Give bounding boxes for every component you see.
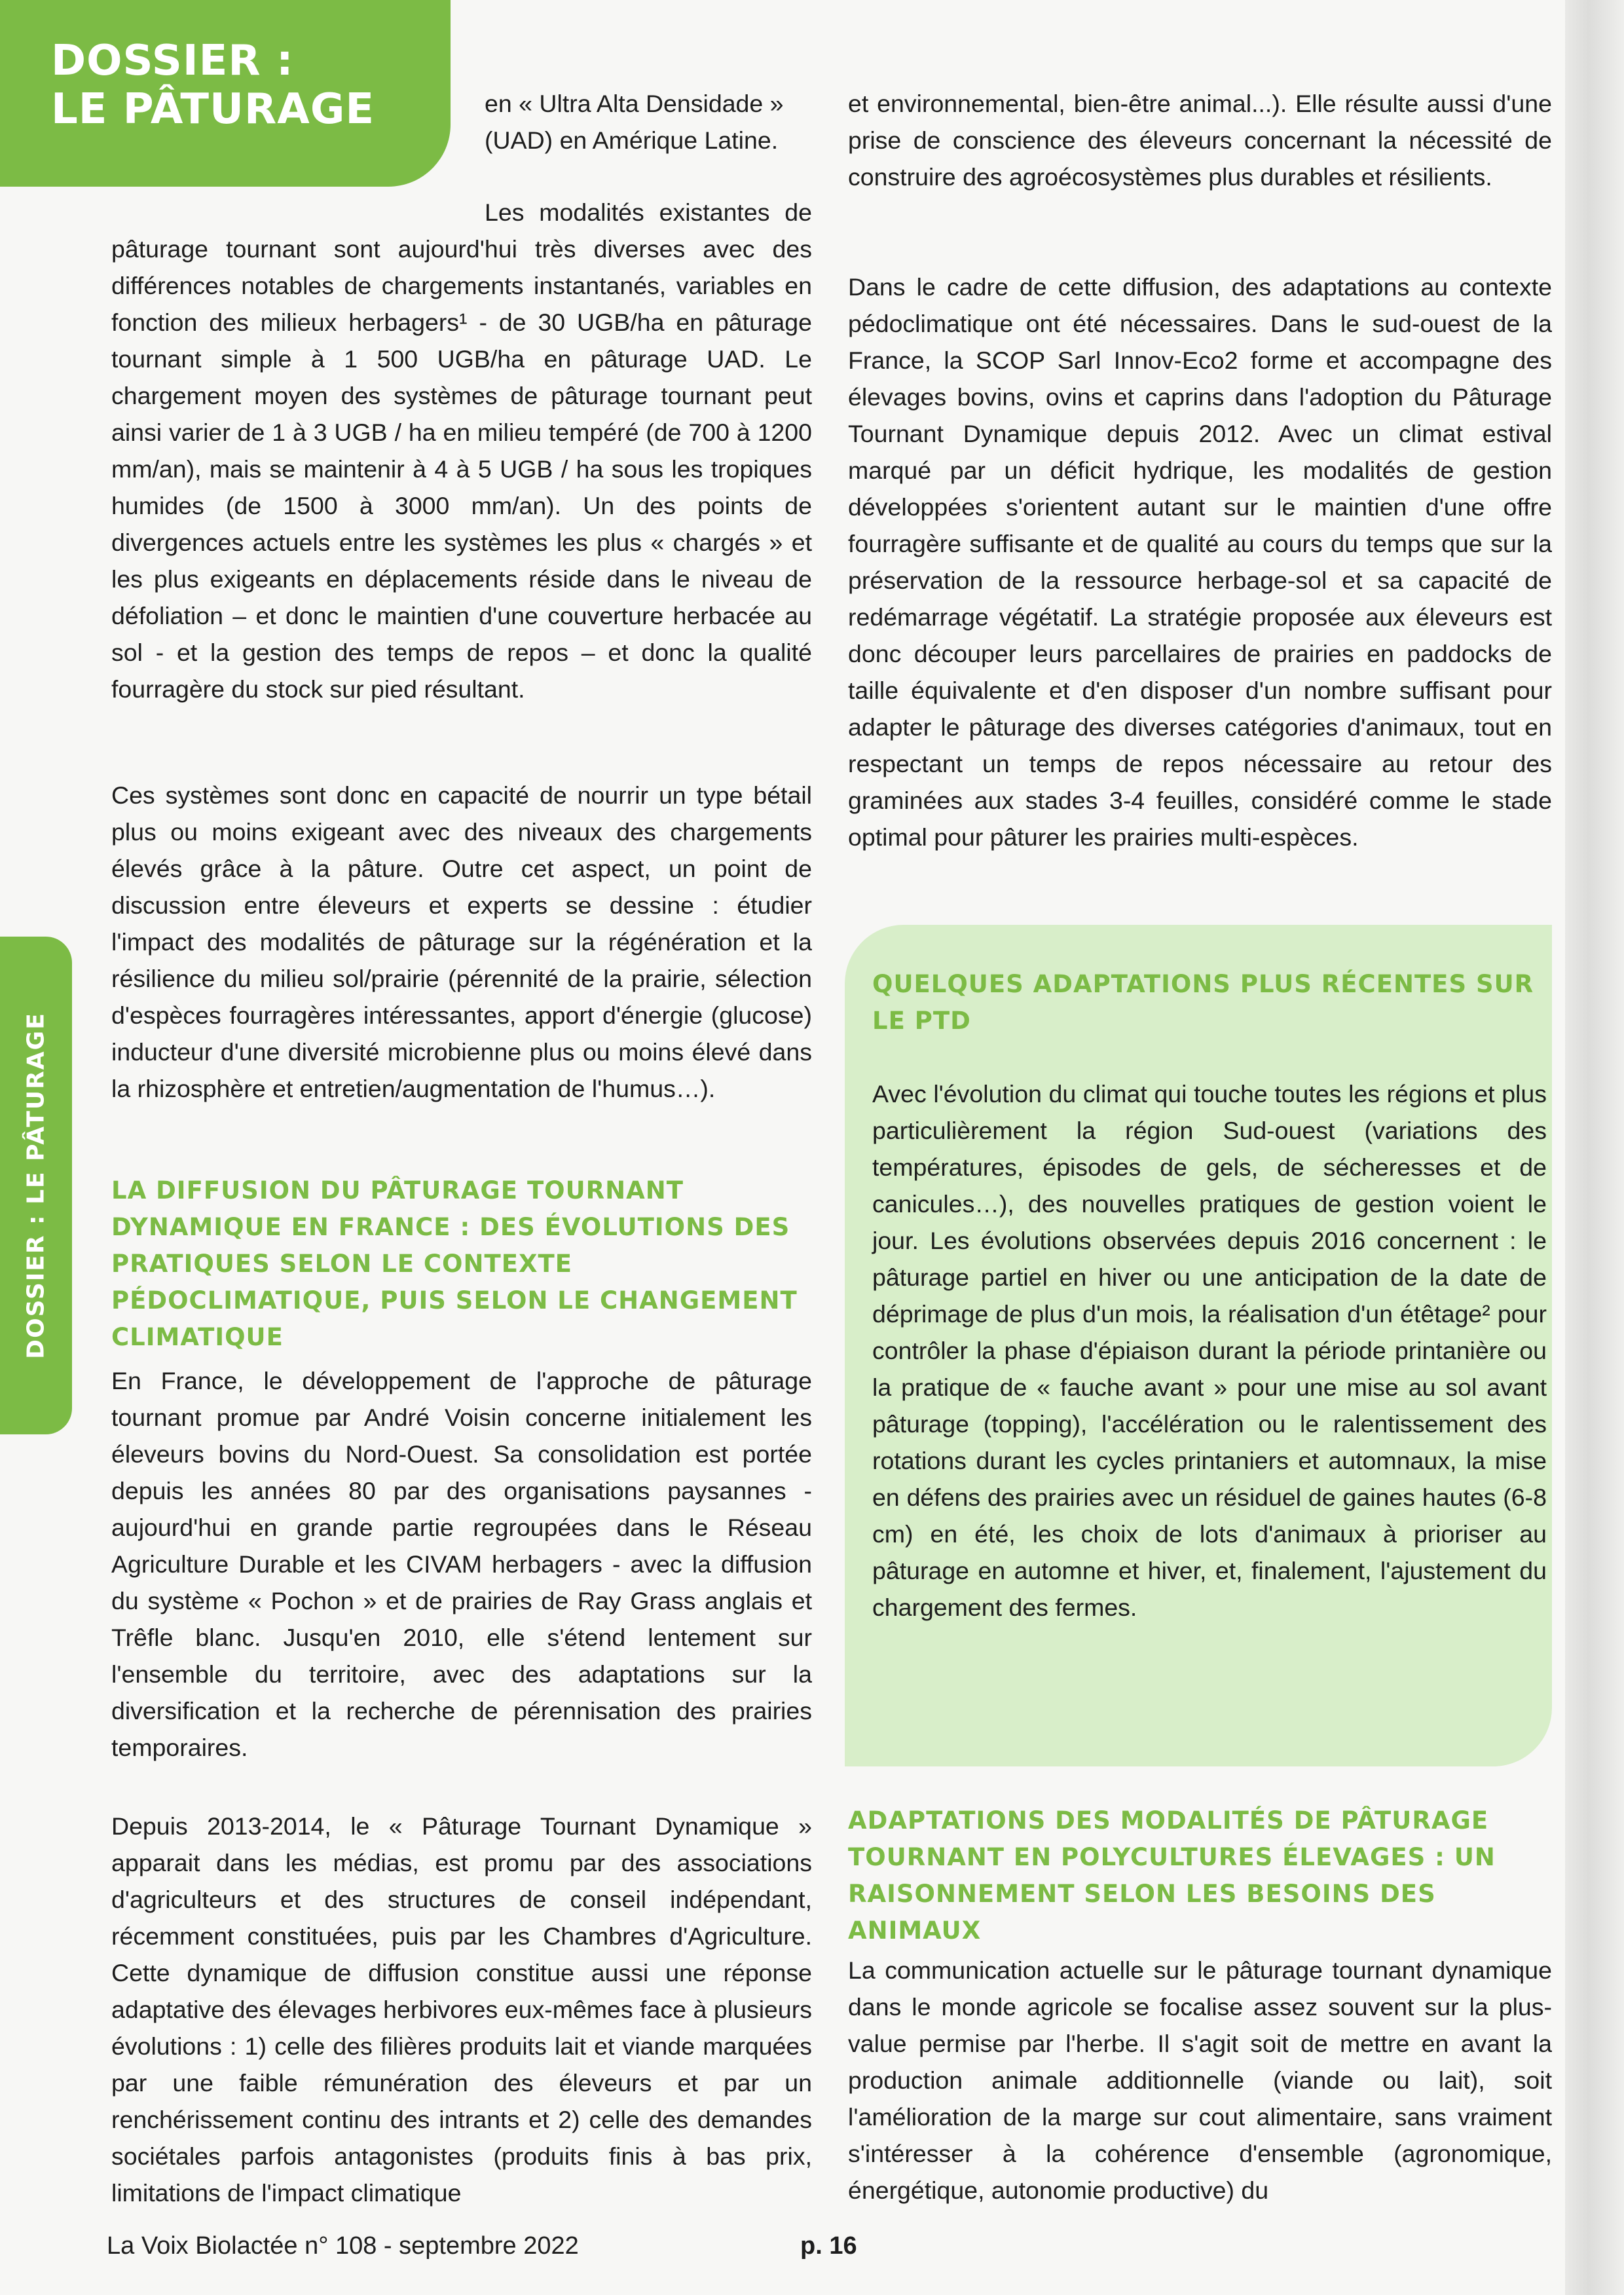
- dossier-header-box: [0, 0, 451, 187]
- paragraph-modalites: Les modalités existantes de pâturage tournant sont aujourd'hui très diverses avec des différences notables de chargements instantanés, variables en fonction des milieux herbagers¹ - de 30 UGB/ha en pâturage tournant simple à 1 500 UGB/ha en pâturage UAD. Le chargement moyen des systèmes de pâturage tournant peut ainsi varier de 1 à 3 UGB / ha en milieu tempéré (de 700 à 1200 mm/an), mais se maintenir à 4 à 5 UGB / ha sous les tropiques humides (de 1500 à 3000 mm/an). Un des points de divergences actuels entre les systèmes les plus « chargés » et les plus exigeants en déplacements réside dans le niveau de défoliation – et donc le maintien d'une couverture herbacée au sol - et la gestion des temps de repos – et donc la qualité fourragère du stock sur pied résultant.: [111, 198, 812, 703]
- page-spine-shadow: [1565, 0, 1624, 2295]
- footer-publication: La Voix Biolactée n° 108 - septembre 2022: [107, 2232, 579, 2260]
- dossier-title: [51, 37, 431, 134]
- paragraph-depuis-2013: Depuis 2013-2014, le « Pâturage Tournant Dynamique » apparait dans les médias, est promu par des associations d'agriculteurs et des structures de conseil indépendant, récemment constituées, puis par les Chambres d'Agriculture. Cette dynamique de diffusion constitue aussi une réponse adaptative des élevages herbivores eux-mêmes face à plusieurs évolutions : 1) celle des filières produits lait et viande marquées par une faible rémunération des éleveurs et par un renchérissement continu des intrants et 2) celle des demandes sociétales parfois antagonistes (produits finis à bas prix, limitations de l'impact climatique: [111, 1812, 812, 2207]
- side-section-tab: [0, 937, 72, 1434]
- paragraph-cadre-diffusion: Dans le cadre de cette diffusion, des adaptations au contexte pédoclimatique ont été nécessaires. Dans le sud-ouest de la France, la SCOP Sarl Innov-Eco2 forme et accompagne des élevages bovins, ovins et caprins dans l'adoption du Pâturage Tournant Dynamique depuis 2012. Avec un climat estival marqué par un déficit hydrique, les modalités de gestion développées s'orientent autant sur le maintien d'une offre fourragère suffisante et de qualité au cours du temps que sur la préservation de la ressource herbage-sol et sa capacité de redémarrage végétatif. La stratégie proposée aux éleveurs est donc découper leurs parcellaires de prairies en paddocks de taille équivalente et d'en disposer d'un nombre suffisant pour adapter le pâturage des diverses catégories d'animaux, tout en respectant un temps de repos nécessaire au retour des graminées aux stades 3-4 feuilles, considéré comme le stade optimal pour pâturer les prairies multi-espèces.: [848, 273, 1552, 851]
- section-heading-diffusion: LA DIFFUSION DU PÂTURAGE TOURNANT DYNAMIQUE EN FRANCE : DES ÉVOLUTIONS DES PRATIQUES SELON LE CONTEXTE PÉDOCLIMATIQUE, PUIS SELON LE CHANGEMENT CLIMATIQUE: [111, 1176, 798, 1351]
- intro-paragraph: en « Ultra Alta Densidade » (UAD) en Amérique Latine.: [485, 90, 784, 154]
- dossier-title-line1: DOSSIER :: [51, 37, 294, 85]
- paragraph-environnemental: et environnemental, bien-être animal...). Elle résulte aussi d'une prise de conscience des éleveurs concernant la nécessité de construire des agroécosystèmes plus durables et résilients.: [848, 90, 1552, 191]
- dossier-title-line2: LE PÂTURAGE: [51, 85, 375, 134]
- footer-page-number: p. 16: [800, 2232, 857, 2260]
- section-heading-polycultures: ADAPTATIONS DES MODALITÉS DE PÂTURAGE TOURNANT EN POLYCULTURES ÉLEVAGES : UN RAISONNEMENT SELON LES BESOINS DES ANIMAUX: [848, 1806, 1496, 1945]
- box-heading: QUELQUES ADAPTATIONS PLUS RÉCENTES SUR LE PTD: [872, 970, 1534, 1035]
- paragraph-france: En France, le développement de l'approche de pâturage tournant promue par André Voisin concerne initialement les éleveurs bovins du Nord-Ouest. Sa consolidation est portée depuis les années 80 par des organisations paysannes - aujourd'hui en grande partie regroupées dans le Réseau Agriculture Durable et les CIVAM herbagers - avec la diffusion du système « Pochon » et de prairies de Ray Grass anglais et Trêfle blanc. Jusqu'en 2010, elle s'étend lentement sur l'ensemble du territoire, avec des adaptations sur la diversification et la recherche de pérennisation des prairies temporaires.: [111, 1367, 812, 1761]
- box-text: Avec l'évolution du climat qui touche toutes les régions et plus particulièrement la région Sud-ouest (variations des températures, épisodes de gels, de sécheresses et de canicules…), des nouvelles pratiques de gestion voient le jour. Les évolutions observées depuis 2016 concernent : le pâturage partiel en hiver ou une anticipation de la date de déprimage de plus d'un mois, la réalisation d'un étêtage² pour contrôler la phase d'épiaison durant la période printanière ou la pratique de « fauche avant » pour une mise au sol avant pâturage (topping), l'accélération ou le ralentissement des rotations durant les cycles printaniers et automnaux, la mise en défens des prairies avec un résiduel de gaines hautes (6-8 cm) en été, les choix de lots d'animaux à prioriser au pâturage en automne et hiver, et, finalement, l'ajustement du chargement des fermes.: [872, 1080, 1547, 1621]
- paragraph-systemes: Ces systèmes sont donc en capacité de nourrir un type bétail plus ou moins exigeant avec des niveaux des chargements élevés grâce à la pâture. Outre cet aspect, un point de discussion entre éleveurs et experts se dessine : étudier l'impact des modalités de pâturage sur la régénération et la résilience du milieu sol/prairie (pérennité de la prairie, sélection d'espèces fourragères intéressantes, apport d'énergie (glucose) inducteur d'une diversité microbienne plus ou moins élevé dans la rhizosphère et entretien/augmentation de l'humus…).: [111, 781, 812, 1102]
- side-section-label: DOSSIER : LE PÂTURAGE: [22, 1012, 50, 1359]
- paragraph-communication: La communication actuelle sur le pâturage tournant dynamique dans le monde agricole se focalise assez souvent sur la plus-value permise par l'herbe. Il s'agit soit de mettre en avant la production animale additionnelle (viande ou lait), soit l'amélioration de la marge sur cout alimentaire, sans vraiment s'intéresser à la cohérence d'ensemble (agronomique, énergétique, autonomie productive) du: [848, 1956, 1552, 2204]
